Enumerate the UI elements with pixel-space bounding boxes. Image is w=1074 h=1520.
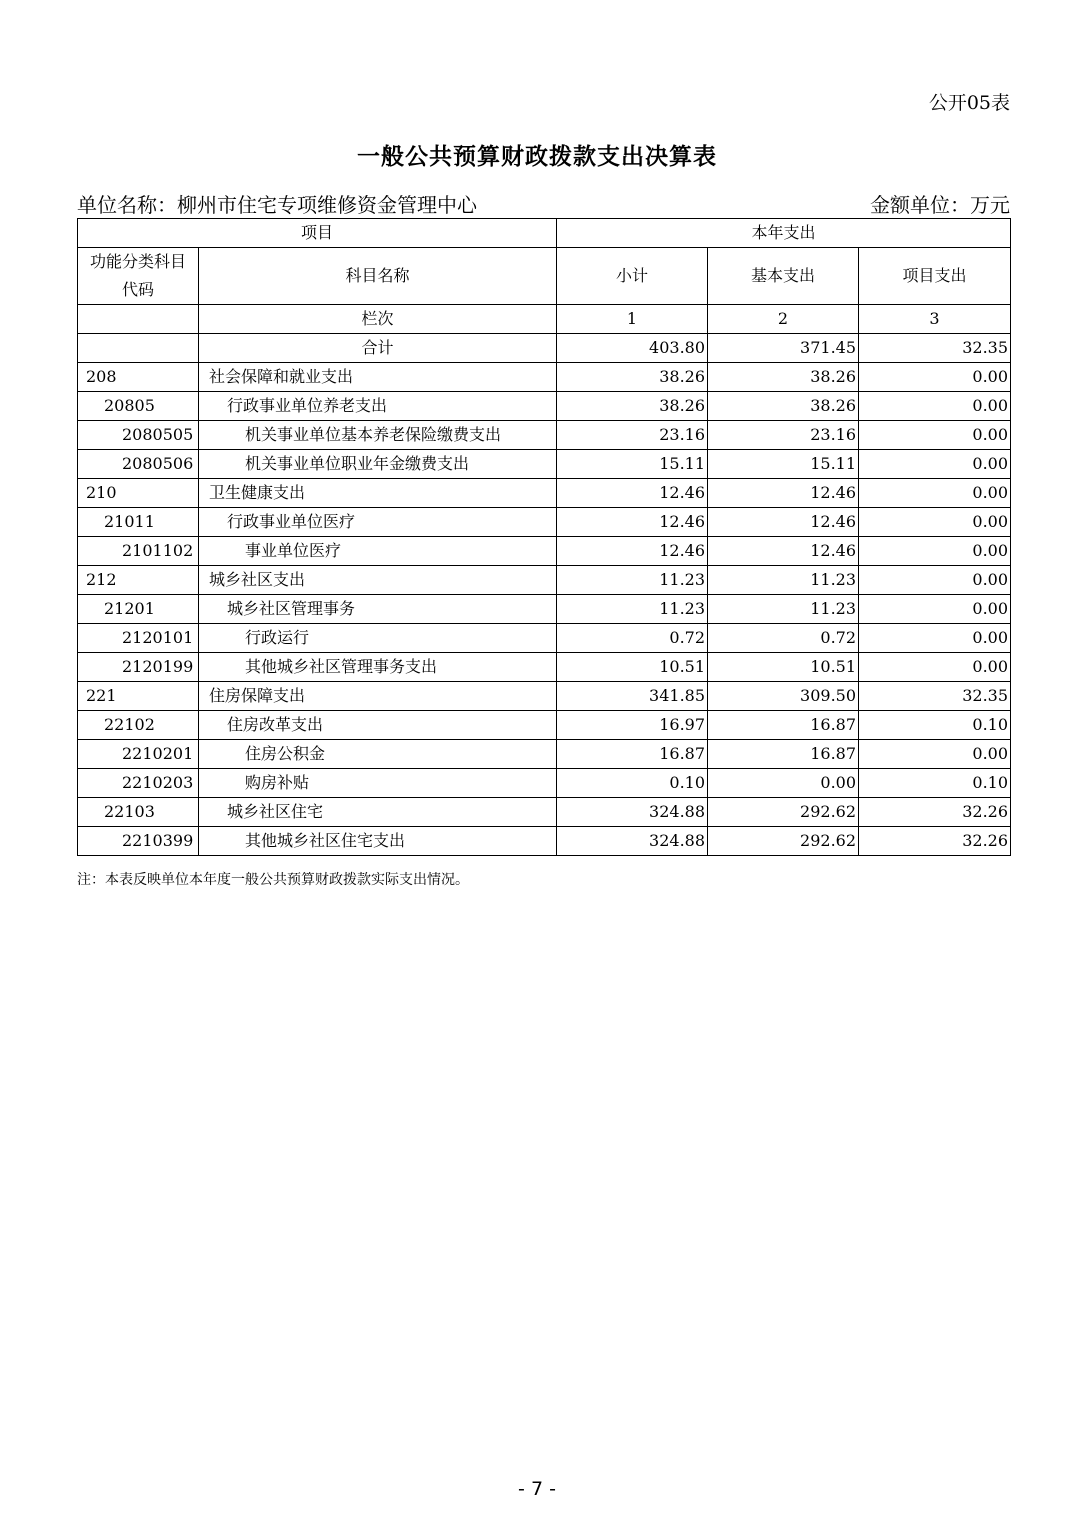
row-subtotal: 0.10	[557, 769, 708, 798]
row-code: 22103	[78, 798, 199, 827]
header-subtotal: 小计	[557, 248, 708, 305]
row-project: 32.35	[859, 682, 1011, 711]
col-index-3: 3	[859, 305, 1011, 334]
row-basic: 11.23	[708, 595, 859, 624]
row-project: 0.00	[859, 392, 1011, 421]
row-subtotal: 16.97	[557, 711, 708, 740]
row-code: 212	[78, 566, 199, 595]
row-subtotal: 16.87	[557, 740, 708, 769]
unit-name: 单位名称：柳州市住宅专项维修资金管理中心	[77, 193, 477, 217]
row-subtotal: 12.46	[557, 508, 708, 537]
row-code: 2080506	[78, 450, 199, 479]
total-row	[78, 334, 1011, 363]
row-code: 2120101	[78, 624, 199, 653]
row-code: 2210201	[78, 740, 199, 769]
row-name: 社会保障和就业支出	[199, 363, 557, 392]
row-project: 0.00	[859, 479, 1011, 508]
row-code: 21011	[78, 508, 199, 537]
row-project: 0.10	[859, 769, 1011, 798]
row-project: 0.00	[859, 421, 1011, 450]
header-project-exp: 项目支出	[859, 248, 1011, 305]
row-subtotal: 38.26	[557, 363, 708, 392]
row-project: 32.26	[859, 827, 1011, 856]
col-index-label: 栏次	[199, 305, 557, 334]
row-project: 0.00	[859, 537, 1011, 566]
form-number: 公开05表	[928, 92, 1010, 114]
table-row	[78, 711, 1011, 740]
table-row	[78, 827, 1011, 856]
page-number: - 7 -	[518, 1478, 556, 1500]
table-row	[78, 363, 1011, 392]
expenditure-table	[77, 218, 1011, 856]
row-basic: 0.72	[708, 624, 859, 653]
table-row	[78, 624, 1011, 653]
row-project: 0.00	[859, 624, 1011, 653]
row-name: 购房补贴	[199, 769, 557, 798]
row-name: 其他城乡社区管理事务支出	[199, 653, 557, 682]
row-project: 0.00	[859, 566, 1011, 595]
row-subtotal: 23.16	[557, 421, 708, 450]
row-name: 住房公积金	[199, 740, 557, 769]
row-code: 2101102	[78, 537, 199, 566]
header-this-year: 本年支出	[557, 219, 1011, 248]
row-basic: 0.00	[708, 769, 859, 798]
row-subtotal: 324.88	[557, 827, 708, 856]
row-name: 住房改革支出	[199, 711, 557, 740]
row-basic: 23.16	[708, 421, 859, 450]
table-row	[78, 479, 1011, 508]
row-code: 20805	[78, 392, 199, 421]
row-name: 机关事业单位职业年金缴费支出	[199, 450, 557, 479]
row-subtotal: 0.72	[557, 624, 708, 653]
row-name: 其他城乡社区住宅支出	[199, 827, 557, 856]
row-code: 2210203	[78, 769, 199, 798]
col-index-1: 1	[557, 305, 708, 334]
row-subtotal: 324.88	[557, 798, 708, 827]
table-row	[78, 450, 1011, 479]
table-row	[78, 798, 1011, 827]
row-project: 0.10	[859, 711, 1011, 740]
header-code: 功能分类科目 代码	[78, 248, 199, 305]
table-row	[78, 421, 1011, 450]
row-project: 0.00	[859, 653, 1011, 682]
row-basic: 292.62	[708, 827, 859, 856]
column-index-row	[78, 305, 1011, 334]
row-project: 0.00	[859, 740, 1011, 769]
row-project: 0.00	[859, 595, 1011, 624]
table-note: 注：本表反映单位本年度一般公共预算财政拨款实际支出情况。	[77, 872, 469, 888]
row-subtotal: 12.46	[557, 479, 708, 508]
row-basic: 12.46	[708, 508, 859, 537]
header-row-2	[78, 248, 1011, 305]
row-basic: 38.26	[708, 363, 859, 392]
row-subtotal: 10.51	[557, 653, 708, 682]
row-basic: 10.51	[708, 653, 859, 682]
row-code: 21201	[78, 595, 199, 624]
blank-cell	[78, 334, 199, 363]
row-code: 210	[78, 479, 199, 508]
table-row	[78, 740, 1011, 769]
table-row	[78, 595, 1011, 624]
row-name: 城乡社区住宅	[199, 798, 557, 827]
row-name: 卫生健康支出	[199, 479, 557, 508]
total-label: 合计	[199, 334, 557, 363]
row-code: 2080505	[78, 421, 199, 450]
row-code: 2210399	[78, 827, 199, 856]
row-name: 行政事业单位养老支出	[199, 392, 557, 421]
row-project: 0.00	[859, 450, 1011, 479]
row-name: 城乡社区管理事务	[199, 595, 557, 624]
total-subtotal: 403.80	[557, 334, 708, 363]
row-basic: 12.46	[708, 479, 859, 508]
row-project: 0.00	[859, 363, 1011, 392]
row-code: 22102	[78, 711, 199, 740]
row-basic: 292.62	[708, 798, 859, 827]
row-basic: 38.26	[708, 392, 859, 421]
row-basic: 12.46	[708, 537, 859, 566]
row-basic: 309.50	[708, 682, 859, 711]
row-name: 事业单位医疗	[199, 537, 557, 566]
row-project: 32.26	[859, 798, 1011, 827]
row-name: 行政事业单位医疗	[199, 508, 557, 537]
blank-cell	[78, 305, 199, 334]
row-basic: 16.87	[708, 711, 859, 740]
row-subtotal: 15.11	[557, 450, 708, 479]
row-subtotal: 341.85	[557, 682, 708, 711]
total-basic: 371.45	[708, 334, 859, 363]
amount-unit: 金额单位：万元	[870, 193, 1010, 217]
total-project: 32.35	[859, 334, 1011, 363]
row-subtotal: 12.46	[557, 537, 708, 566]
table-row	[78, 508, 1011, 537]
page-title: 一般公共预算财政拨款支出决算表	[357, 143, 717, 170]
row-code: 2120199	[78, 653, 199, 682]
table-row	[78, 566, 1011, 595]
col-index-2: 2	[708, 305, 859, 334]
table-row	[78, 682, 1011, 711]
header-name: 科目名称	[199, 248, 557, 305]
row-subtotal: 38.26	[557, 392, 708, 421]
table-row	[78, 537, 1011, 566]
row-subtotal: 11.23	[557, 566, 708, 595]
row-basic: 11.23	[708, 566, 859, 595]
table-row	[78, 769, 1011, 798]
table-row	[78, 392, 1011, 421]
row-name: 住房保障支出	[199, 682, 557, 711]
header-row-1	[78, 219, 1011, 248]
row-subtotal: 11.23	[557, 595, 708, 624]
row-name: 机关事业单位基本养老保险缴费支出	[199, 421, 557, 450]
table-row	[78, 653, 1011, 682]
row-project: 0.00	[859, 508, 1011, 537]
row-code: 208	[78, 363, 199, 392]
row-basic: 16.87	[708, 740, 859, 769]
row-name: 城乡社区支出	[199, 566, 557, 595]
row-code: 221	[78, 682, 199, 711]
row-basic: 15.11	[708, 450, 859, 479]
row-name: 行政运行	[199, 624, 557, 653]
header-project: 项目	[78, 219, 557, 248]
header-basic: 基本支出	[708, 248, 859, 305]
